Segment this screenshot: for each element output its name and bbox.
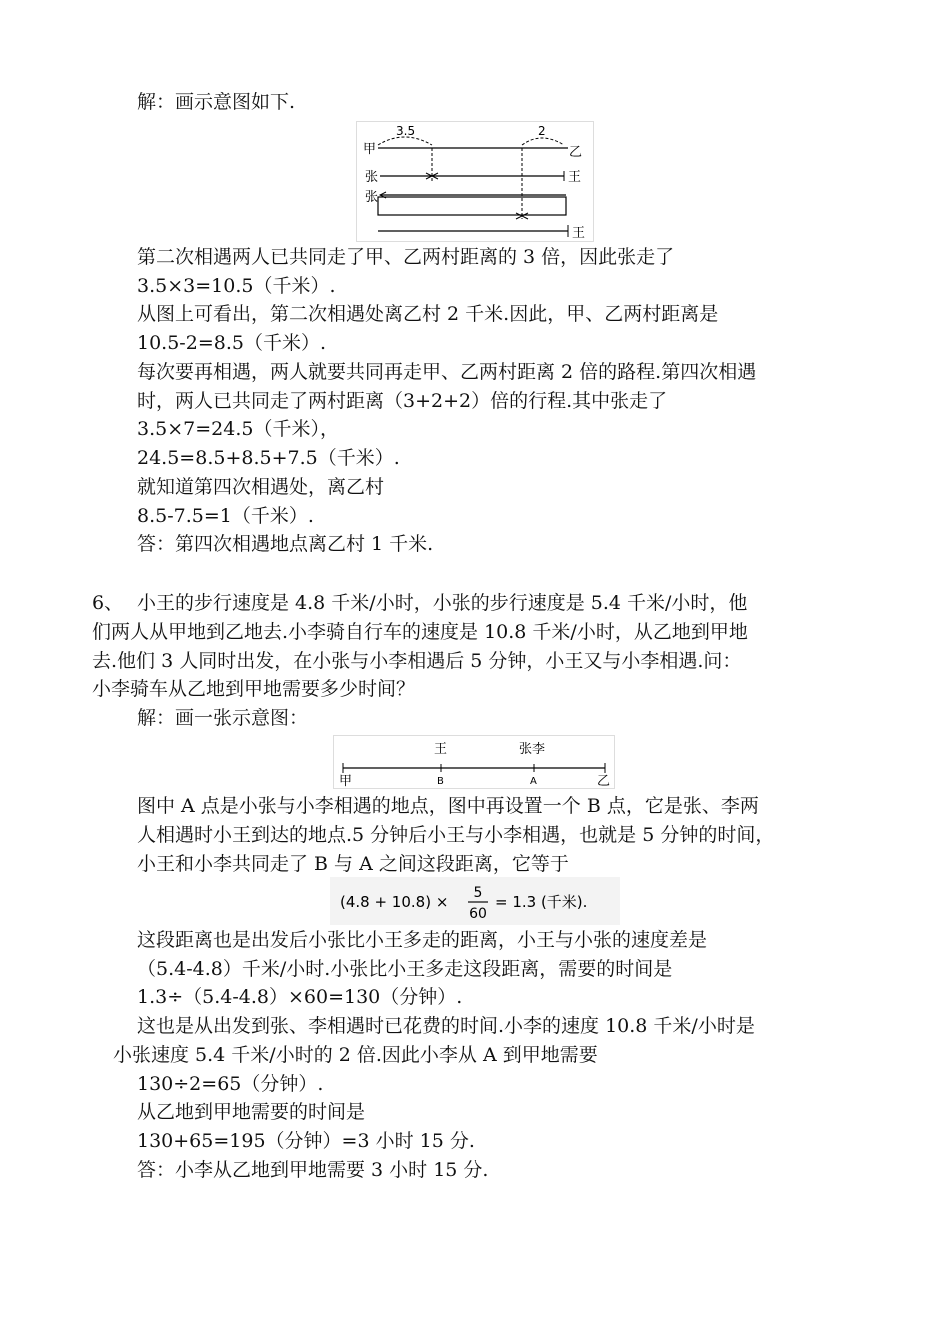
text-line: 从图上可看出，第二次相遇处离乙村 2 千米.因此，甲、乙两村距离是 [137,303,719,325]
label-wang-1: 王 [568,170,582,185]
label-jia: 甲 [339,774,353,789]
text-line: 1.3÷（5.4-4.8）×60=130（分钟）. [137,986,463,1008]
solution-intro: 解：画一张示意图： [137,707,309,729]
label-zhang-2: 张 [365,190,379,205]
text-line: 130+65=195（分钟）=3 小时 15 分. [137,1130,475,1152]
label-yi: 乙 [569,145,583,160]
problem-number: 6、 [92,592,124,614]
label-a: A [530,776,537,787]
answer-line: 答：第四次相遇地点离乙村 1 千米. [137,533,434,555]
question-line: 小王的步行速度是 4.8 千米/小时，小张的步行速度是 5.4 千米/小时，他 [137,592,748,614]
question-line: 去.他们 3 人同时出发，在小张与小李相遇后 5 分钟，小王又与小李相遇.问： [92,650,742,672]
formula-left: (4.8 + 10.8) × [340,893,449,911]
formula-denominator: 60 [469,906,487,922]
formula-image [330,877,620,925]
text-line: 第二次相遇两人已共同走了甲、乙两村距离的 3 倍，因此张走了 [137,246,675,268]
formula-right: = 1.3 (千米). [495,893,588,911]
label-wang: 王 [434,742,448,757]
text-line: 这段距离也是出发后小张比小王多走的距离，小王与小张的速度差是 [137,929,708,951]
text-line: 人相遇时小王到达的地点.5 分钟后小王与小李相遇，也就是 5 分钟的时间， [137,824,775,846]
text-line: 小张速度 5.4 千米/小时的 2 倍.因此小李从 A 到甲地需要 [113,1044,598,1066]
question-line: 小李骑车从乙地到甲地需要多少时间？ [92,678,416,700]
text-line: 这也是从出发到张、李相遇时已花费的时间.小李的速度 10.8 千米/小时是 [137,1015,755,1037]
text-line: 时，两人已共同走了两村距离（3+2+2）倍的行程.其中张走了 [137,390,668,412]
text-line: 每次要再相遇，两人就要共同再走甲、乙两村距离 2 倍的路程.第四次相遇 [137,361,757,383]
text-line: 130÷2=65（分钟）. [137,1073,324,1095]
text-line: 10.5-2=8.5（千米）. [137,332,326,354]
label-zhang-1: 张 [365,170,379,185]
text-line: 从乙地到甲地需要的时间是 [137,1101,366,1123]
text-line: 8.5-7.5=1（千米）. [137,505,314,527]
text-line: 3.5×7=24.5（千米）， [137,418,339,440]
label-3-5: 3.5 [396,124,416,138]
label-wang-2: 王 [572,226,586,241]
text-line: 3.5×3=10.5（千米）. [137,275,336,297]
label-jia: 甲 [363,142,377,157]
solution-intro: 解：画示意图如下. [137,91,296,113]
meeting-diagram-1 [356,121,594,242]
label-yi: 乙 [597,774,611,789]
answer-line: 答：小李从乙地到甲地需要 3 小时 15 分. [137,1159,489,1181]
text-line: 24.5=8.5+8.5+7.5（千米）. [137,447,400,469]
text-line: 小王和小李共同走了 B 与 A 之间这段距离，它等于 [137,853,569,875]
label-2: 2 [538,124,546,138]
label-b: B [437,776,444,787]
question-line: 们两人从甲地到乙地去.小李骑自行车的速度是 10.8 千米/小时，从乙地到甲地 [92,621,748,643]
text-line: （5.4-4.8）千米/小时.小张比小王多走这段距离，需要的时间是 [137,958,673,980]
label-zhangli: 张李 [519,742,546,757]
text-line: 图中 A 点是小张与小李相遇的地点，图中再设置一个 B 点，它是张、李两 [137,795,759,817]
meeting-diagram-2 [333,735,615,789]
formula-numerator: 5 [473,885,483,901]
text-line: 就知道第四次相遇处，离乙村 [137,476,385,498]
